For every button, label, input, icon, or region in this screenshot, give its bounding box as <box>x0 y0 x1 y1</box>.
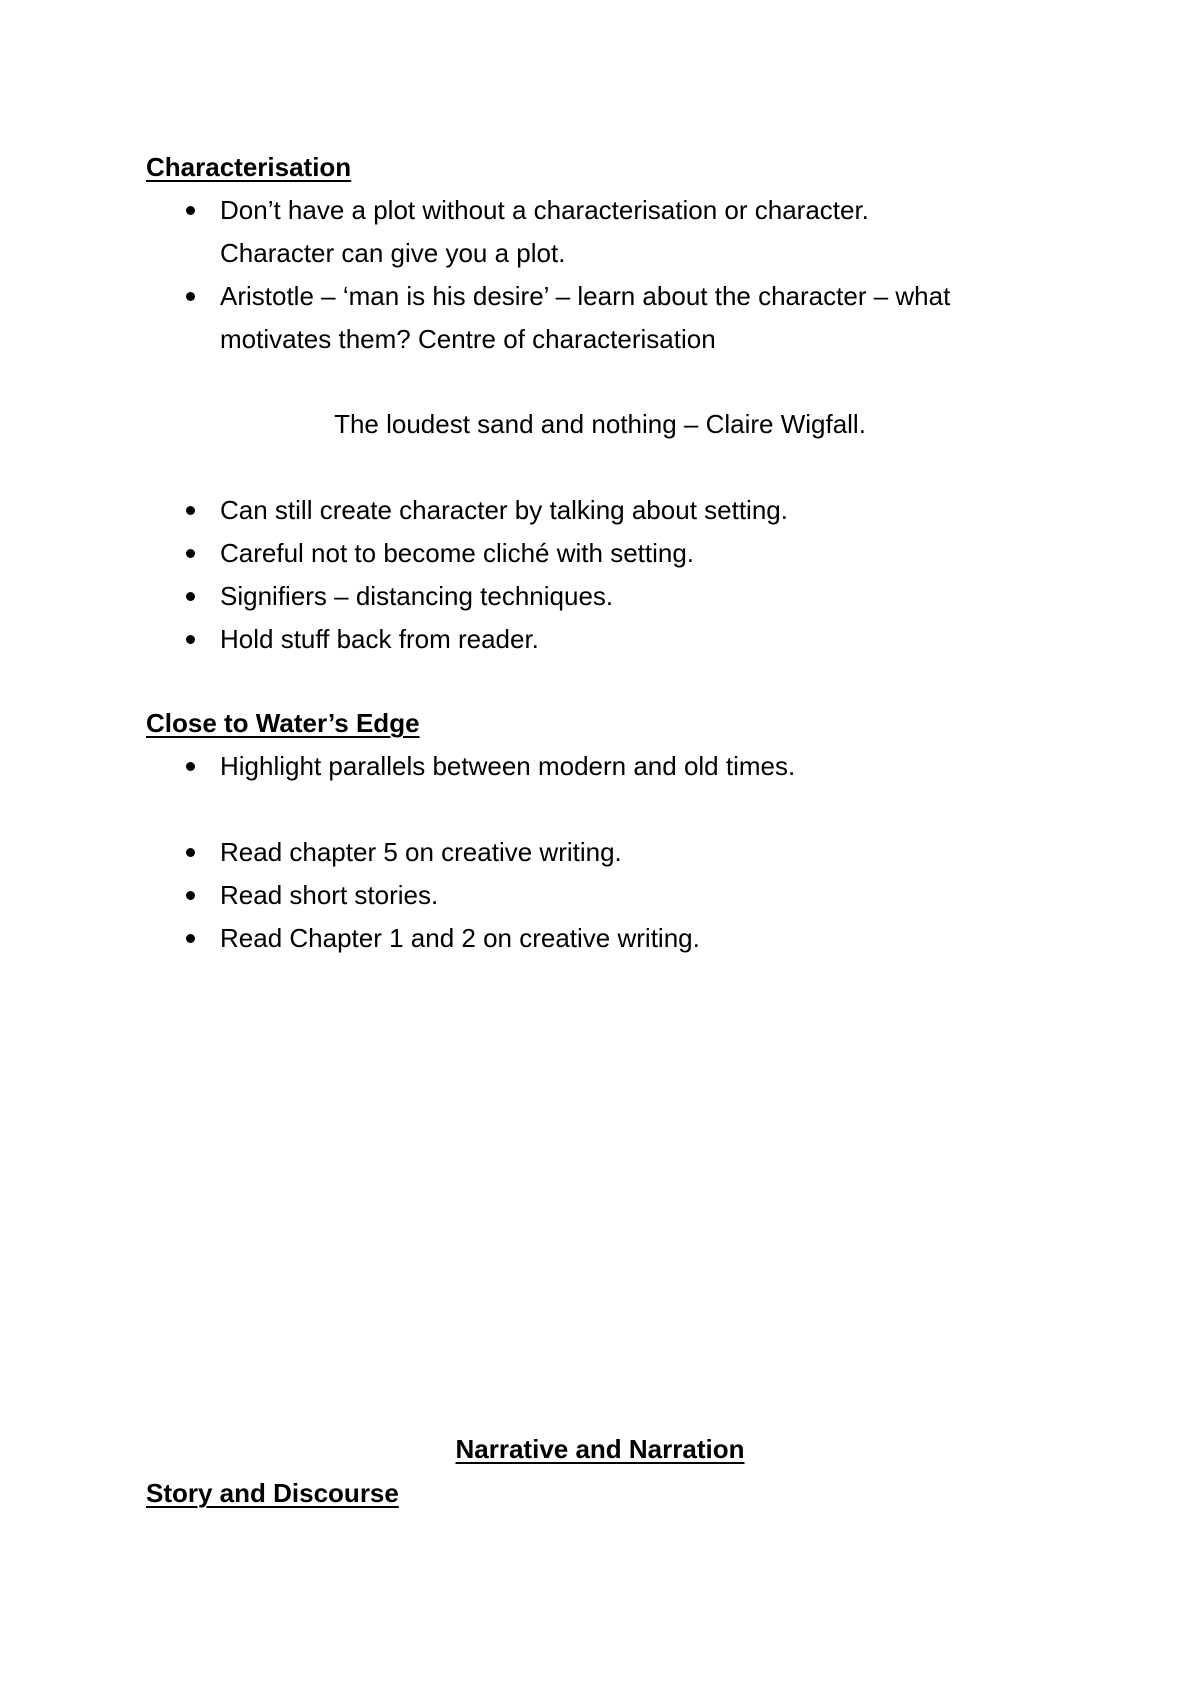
list-item-text: Hold stuff back from reader. <box>220 624 539 654</box>
bullet-icon <box>186 848 195 857</box>
list-item <box>0 532 788 575</box>
characterisation-bullet-list-a <box>0 189 950 361</box>
list-item-line: Don’t have a plot without a characterisation or character. <box>220 195 869 225</box>
bullet-icon <box>186 549 195 558</box>
list-item-text: Signifiers – distancing techniques. <box>220 581 614 611</box>
reading-bullet-list <box>0 831 700 960</box>
list-item-text: Read short stories. <box>220 880 439 910</box>
bullet-icon <box>186 934 195 943</box>
list-item-text: Can still create character by talking about setting. <box>220 495 788 525</box>
list-item <box>0 874 700 917</box>
list-item-text: Highlight parallels between modern and old times. <box>220 751 796 781</box>
list-item-line: motivates them? Centre of characterisation <box>220 324 716 354</box>
bullet-icon <box>186 292 195 301</box>
bullet-icon <box>186 762 195 771</box>
characterisation-heading: Characterisation <box>146 152 352 182</box>
list-item-text: Read Chapter 1 and 2 on creative writing. <box>220 923 700 953</box>
story-reference: The loudest sand and nothing – Claire Wigfall. <box>334 409 866 439</box>
list-item <box>0 917 700 960</box>
list-item <box>0 618 788 661</box>
list-item-line: Aristotle – ‘man is his desire’ – learn about the character – what <box>220 281 951 311</box>
close-to-waters-edge-heading: Close to Water’s Edge <box>146 708 420 738</box>
list-item-text: Careful not to become cliché with setting. <box>220 538 695 568</box>
list-item <box>0 275 950 361</box>
narrative-and-narration-heading: Narrative and Narration <box>455 1434 745 1464</box>
bullet-icon <box>186 592 195 601</box>
characterisation-bullet-list-b <box>0 489 788 661</box>
bullet-icon <box>186 206 195 215</box>
waters-edge-bullet-list-a <box>0 745 795 788</box>
list-item <box>0 575 788 618</box>
list-item <box>0 489 788 532</box>
list-item-text: Read chapter 5 on creative writing. <box>220 837 622 867</box>
bullet-icon <box>186 891 195 900</box>
bullet-icon <box>186 506 195 515</box>
list-item-line: Character can give you a plot. <box>220 238 566 268</box>
story-and-discourse-heading: Story and Discourse <box>146 1478 399 1508</box>
list-item <box>0 189 950 275</box>
bullet-icon <box>186 635 195 644</box>
list-item <box>0 745 795 788</box>
list-item <box>0 831 700 874</box>
